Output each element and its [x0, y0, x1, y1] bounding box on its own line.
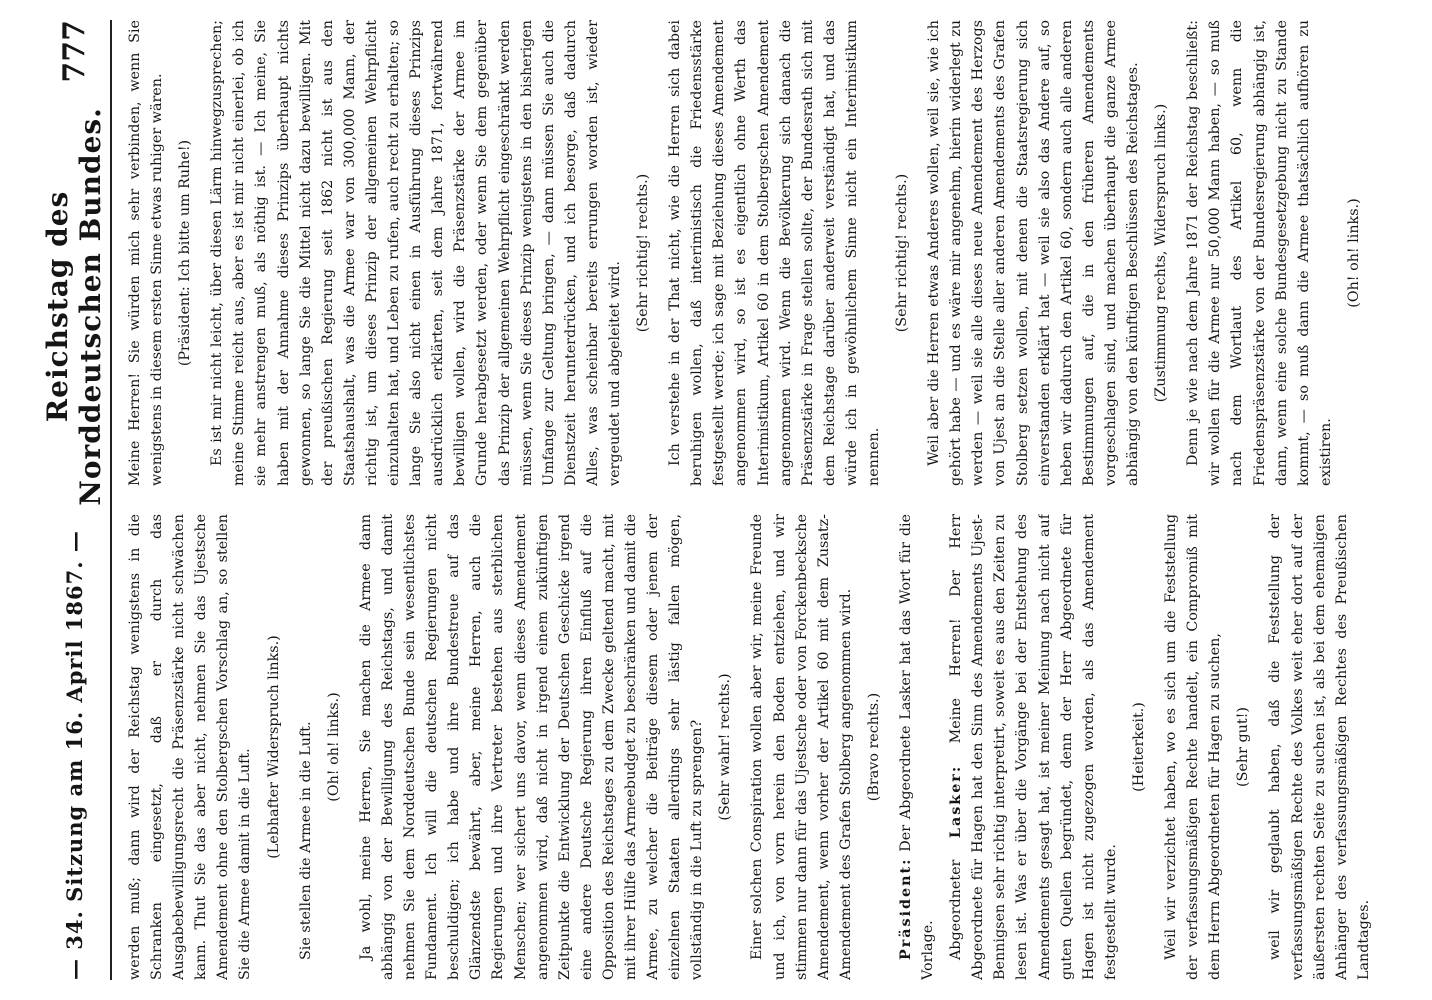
paragraph: weil wir geglaubt haben, daß die Feststellung der verfassungsmäßigen Rechte des Volkes weit eher dort auf der äußersten rechten Seite zu suchen ist, als bei dem ehemaligen Anhänger des verfassungsmäßigen Rechtes des Preußischen Landtages. — [1267, 514, 1372, 980]
interjection: (Sehr gut!) — [1235, 707, 1252, 787]
interjection: (Sehr richtig! rechts.) — [635, 173, 652, 333]
interjection: (Bravo rechts.) — [865, 692, 882, 802]
speaker-name: Lasker: — [948, 764, 965, 839]
paragraph: Meine Herren! Sie würden mich sehr verbinden, wenn Sie wenigstens in diesem ersten Sinne etwas ruhiger wären. — [127, 20, 166, 486]
header-session-date: — 34. Sitzung am 16. April 1867. — — [61, 530, 87, 980]
paragraph: Abgeordneter Lasker: Meine Herren! Der Herr Abgeordnete für Hagen hat den Sinn des Amendements Ujest-Bennigsen sehr richtig interpretirt, soweit es aus den Zeiten zu lesen ist. Was er über die Vorgänge bei der Entstehung des Amendements gesagt hat, ist meiner Meinung nach nicht auf guten Quellen begründet, denn der Herr Abgeordnete für Hagen ist nicht zugezogen worden, als das Amendement festgestellt wurde. — [948, 514, 1119, 980]
running-header — [41, 20, 107, 980]
interjection: (Oh! oh! links.) — [325, 692, 342, 802]
interjection: (Heiterkeit.) — [1130, 702, 1147, 792]
interjection: (Lebhafter Widerspruch links.) — [265, 635, 282, 859]
interjection: (Sehr wahr! rechts.) — [717, 673, 734, 821]
paragraph: Einer solchen Conspiration wollen aber wir, meine Freunde und ich, von vorn herein den Boden entziehen, und wir stimmen nur dann für das Ujestsche oder von Forckenbecksche Amendement, wenn vorher der Artikel 60 mit dem Zusatz-Amendement des Grafen Stolberg angenommen wird. — [749, 514, 854, 980]
paragraph: Sie stellen die Armee in die Luft. — [297, 721, 314, 960]
paragraph: Präsident: Der Abgeordnete Lasker hat das Wort für die Vorlage. — [898, 514, 937, 980]
speaker-name: Präsident: — [898, 857, 914, 960]
paragraph: Weil wir verzichtet haben, wo es sich um die Feststellung der verfassungsmäßigen Rechte handelt, ein Compromiß mit dem Herrn Abgeordneten für Hagen zu suchen, — [1163, 514, 1224, 980]
interjection: (Präsident: Ich bitte um Ruhe!) — [177, 139, 194, 367]
interjection: (Zustimmung rechts, Widerspruch links.) — [1153, 103, 1170, 403]
paragraph: Weil aber die Herren etwas Anderes wollen, weil sie, wie ich gehört habe — und es wäre mir angenehm, hierin widerlegt zu werden — weil sie alle dieses neue Amendement des Herzogs von Ujest an die Stelle aller anderen Amendements des Grafen Stolberg setzen wollen, mit denen die Staatsregierung sich einverstanden erklärt hat — weil sie also das Andere auf, so heben wir dadurch den Artikel 60, sondern auch alle anderen Bestimmungen auf, die in den früheren Amendements vorgeschlagen sind, und machen überhaupt die ganze Armee abhängig von den künftigen Beschlüssen des Reichstages. — [926, 20, 1142, 486]
paragraph — [1375, 20, 1376, 486]
document-page — [16, 0, 1396, 1000]
text-column-left — [124, 514, 1376, 980]
interjection: (Oh! oh! links.) — [1345, 198, 1362, 308]
text-columns — [124, 20, 1376, 980]
paragraph: Ich verstehe in der That nicht, wie die Herren sich dabei beruhigen wollen, daß interimistisch die Friedensstärke festgestellt werde; ich sage mit Beziehung dieses Amendement angenommen wird, so ist es eigentlich ohne Werth das Interimistikum, Artikel 60 in dem Stolbergschen Amendement angenommen wird. Wenn die Bevölkerung sich danach die Präsenzstärke in Frage stellen sollte, der Bundesrath sich mit dem Reichstage darüber anderweit verständigt hat, und das würde ich in gewöhnlichem Sinne nicht ein Interimistikum nennen. — [667, 20, 882, 486]
header-title: Reichstag des Norddeutschen Bundes. — [41, 107, 107, 506]
paragraph: werden muß; dann wird der Reichstag wenigstens in die Schranken eingesetzt, daß er durch das Ausgabebewilligungsrecht die Präsenzstärke nicht schwächen kann. Thut Sie das aber nicht, nehmen Sie das Ujestsche Amendement ohne den Stolbergschen Vorschlag an, so stellen Sie die Armee damit in die Luft. — [127, 514, 254, 980]
page-number: 777 — [56, 20, 92, 83]
paragraph: Es ist mir nicht leicht, über diesen Lärm hinwegzusprechen; meine Stimme reicht aus, aber es ist mir nicht einerlei, ob ich sie mehr anstrengen muß, als nöthig ist. — Ich meine, Sie haben mit der Annahme dieses Prinzips überhaupt nichts gewonnen, so lange Sie die Mittel nicht dazu bewilligen. Mit der preußischen Regierung seit 1862 nicht ist aus den Staatshaushalt, was die Armee war von 300,000 Mann, der richtig ist, um dieses Prinzip der allgemeinen Wehrpflicht einzuhalten hat, und Leben zu rufen, auch recht zu erhalten; so lange Sie also nicht einen in Ausführung dieses Prinzips ausdrücklich erklärten, seit dem Jahre 1871, fortwährend bewilligen wollen, wird die Präsenzstärke der Armee im Grunde herabgesetzt werden, oder wenn Sie dem gegenüber das Prinzip der allgemeinen Wehrpflicht eingeschränkt werden müssen, wenn Sie dieses Prinzip wenigstens in den bisherigen Umfange zur Geltung bringen, — dann müssen Sie auch die Dienstzeit herunterdrücken, und ich besorge, daß dadurch Alles, was scheinbar bereits errungen worden ist, wieder vergeudet und abgeleitet wird. — [209, 20, 623, 486]
paragraph: Denn je wie nach dem Jahre 1871 der Reichstag beschließt: wir wollen für die Armee nur 50,000 Mann haben, — so muß nach dem Wortlaut des Artikel 60, wenn die Friedenspräsenzstärke von der Bundesregierung abhängig ist, dann, wenn eine solche Bundesgesetzgebung nicht zu Stande kommt, — so muß dann die Armee thatsächlich aufhören zu existiren. — [1185, 20, 1334, 486]
dfg-watermark — [1406, 6, 1428, 976]
paragraph: Ja wohl, meine Herren, Sie machen die Armee dann abhängig von der Bewilligung des Reichstags, und damit nehmen Sie dem Norddeutschen Bunde sein wesentlichstes Fundament. Ich will die deutschen Regierungen nicht beschuldigen; ich habe und ihre Bundestreue auf das Glänzendste bewährt, aber, meine Herren, auch die Regierungen und ihre Vertreter bestehen aus sterblichen Menschen; wer sichert uns davor, wenn dieses Amendement angenommen wird, daß nicht in irgend einem zukünftigen Zeitpunkte die Entwicklung der Deutschen Geschicke irgend eine andere Deutsche Regierung ihren Einfluß auf die Opposition des Reichstages zu dem Zwecke geltend macht, mit mit ihrer Hülfe das Armeebudget zu beschränken und damit die Armee, zu welcher die Beiträge diesem oder jenem der einzelnen Staaten allerdings sehr lästig fallen mögen, vollständig in die Luft zu sprengen? — [357, 514, 706, 980]
interjection: (Sehr richtig! rechts.) — [894, 173, 911, 333]
header-rule — [110, 20, 112, 980]
text-column-right — [124, 20, 1376, 486]
